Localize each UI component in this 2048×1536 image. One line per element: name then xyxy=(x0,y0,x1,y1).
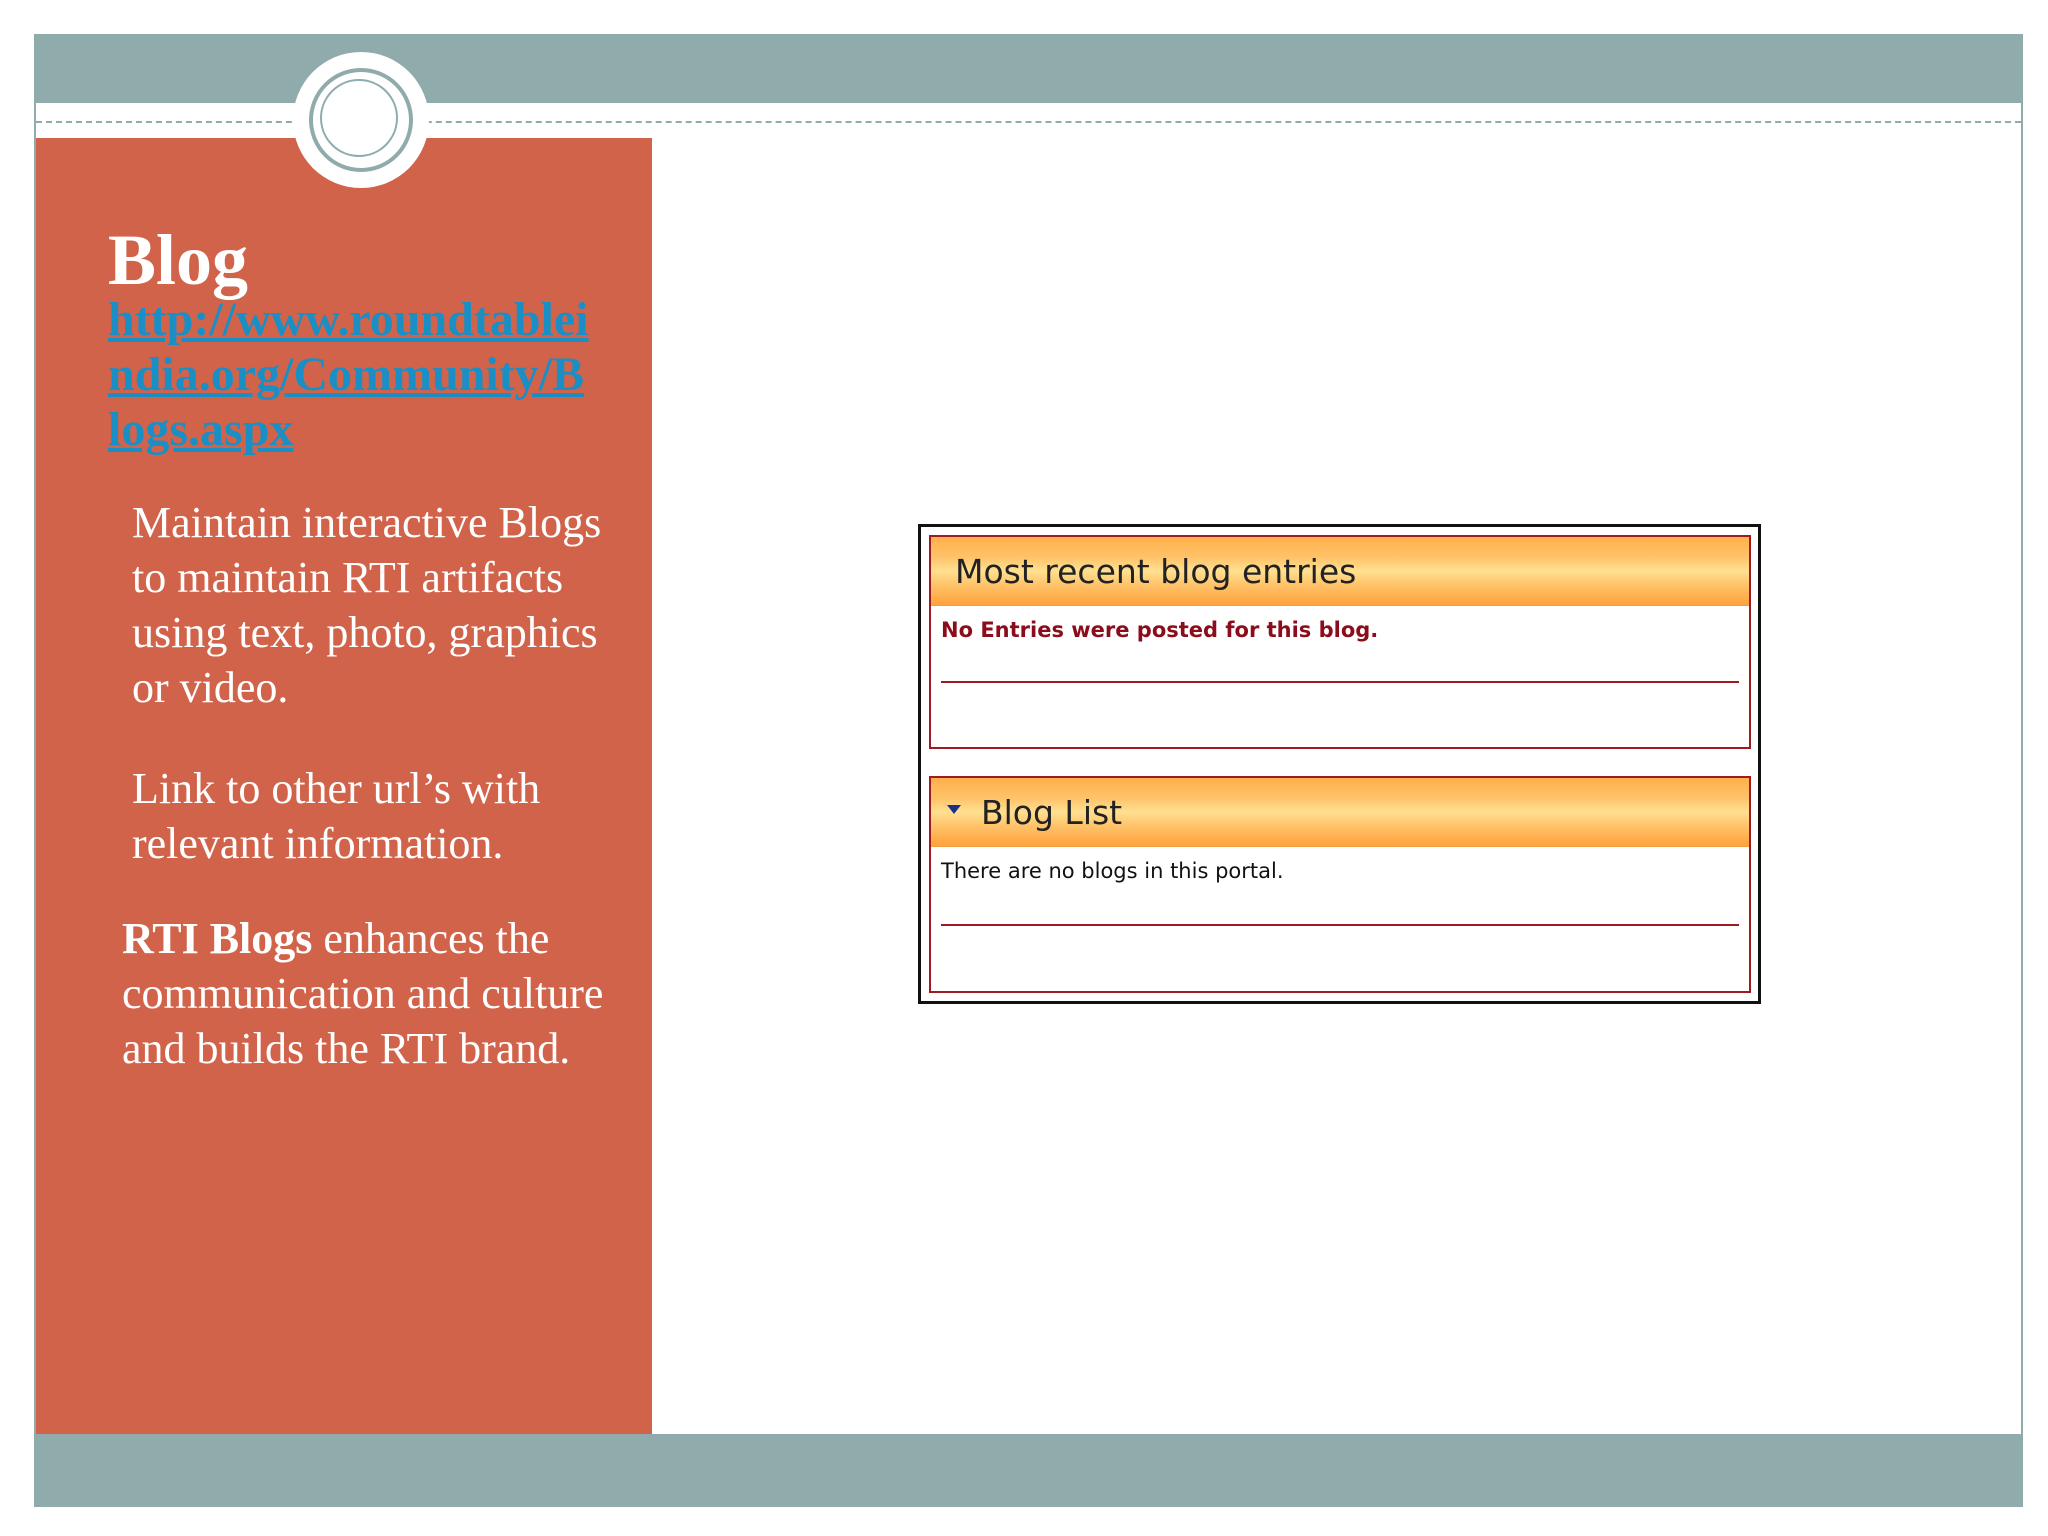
paragraph-links-text: Link to other url’s with relevant information. xyxy=(132,764,541,868)
slide-title: Blog xyxy=(108,220,249,300)
ring-ornament xyxy=(293,52,429,188)
left-text-column xyxy=(108,138,638,1076)
paragraph-blogs-purpose-text: Maintain interactive Blogs to maintain RTI artifacts using text, photo, graphics or video. xyxy=(132,498,602,712)
blog-widget-screenshot xyxy=(918,524,1761,1004)
blog-list-header[interactable] xyxy=(931,778,1749,847)
recent-entries-panel xyxy=(929,535,1751,749)
blog-url-link[interactable]: http://www.roundtableindia.org/Community/Blogs.aspx xyxy=(108,293,589,456)
slide xyxy=(34,34,2023,1507)
recent-entries-header xyxy=(931,537,1749,606)
paragraph-rti-blogs xyxy=(108,911,638,1076)
no-entries-message: No Entries were posted for this blog. xyxy=(941,618,1379,642)
paragraph-links xyxy=(108,761,638,871)
paragraph-rti-blogs-text: enhances the communication and culture and builds the RTI brand. xyxy=(122,914,604,1073)
recent-entries-title: Most recent blog entries xyxy=(955,551,1357,591)
left-accent-panel xyxy=(36,138,652,1438)
blog-list-panel xyxy=(929,776,1751,993)
ring-outer-line xyxy=(309,68,413,172)
ring-inner-line xyxy=(320,79,398,157)
rti-blogs-emphasis: RTI Blogs xyxy=(122,914,313,963)
collapse-triangle-icon[interactable] xyxy=(947,805,961,814)
recent-entries-rule xyxy=(941,681,1739,683)
paragraph-blogs-purpose xyxy=(108,495,638,715)
blog-list-title: Blog List xyxy=(981,792,1123,832)
bottom-band xyxy=(36,1434,2021,1505)
no-blogs-message: There are no blogs in this portal. xyxy=(941,859,1284,883)
blog-list-rule xyxy=(941,924,1739,926)
